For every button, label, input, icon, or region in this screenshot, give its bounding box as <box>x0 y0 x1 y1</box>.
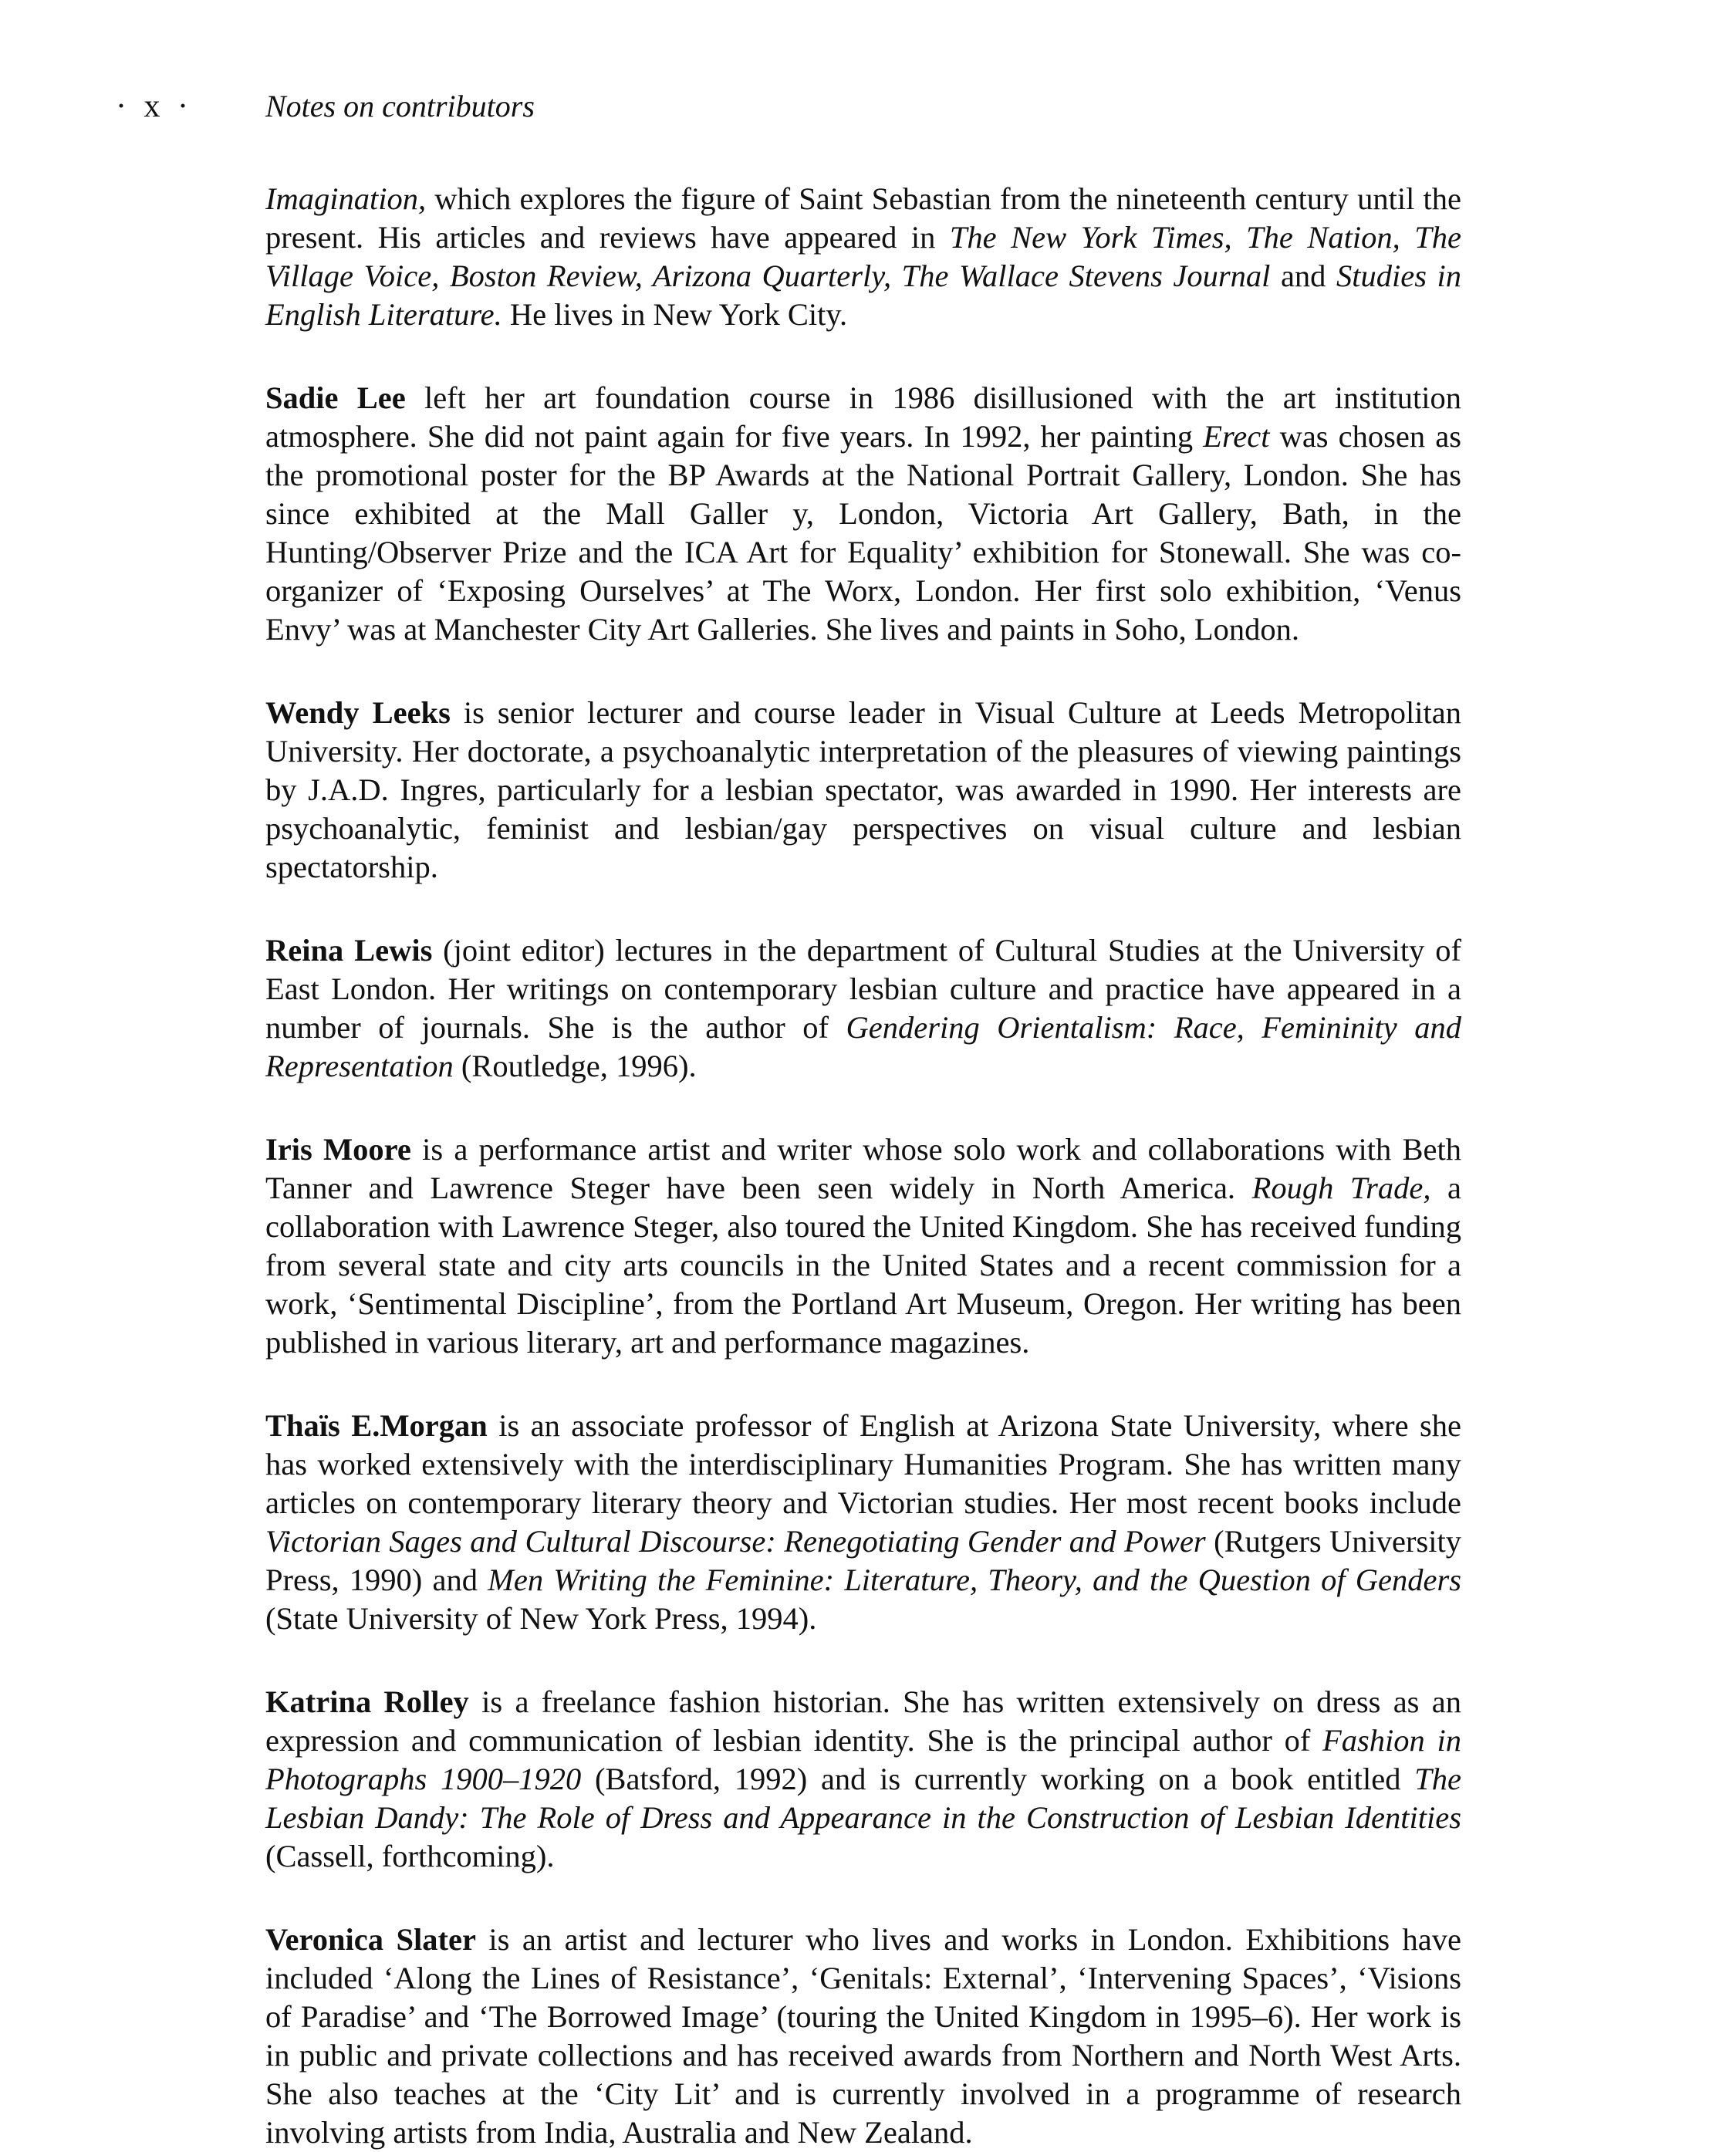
contributor-entry <box>265 180 1461 334</box>
contributor-entry <box>265 1407 1461 1638</box>
entry-text: Erect <box>1203 419 1270 454</box>
section-title: Notes on contributors <box>265 89 535 123</box>
entry-text: (joint editor) lectures in the department of Cultural Studies at the University of East London. Her writings on contemporary lesbian culture and practice have appeared in a number of journals. She is the author of <box>265 933 1461 1045</box>
entry-text: The Lesbian Dandy: The Role of Dress and Appearance in the Construction of Lesbian Identities <box>265 1762 1461 1835</box>
entry-text: is a freelance fashion historian. She has written extensively on dress as an expression and communication of lesbian identity. She is the principal author of <box>265 1684 1461 1758</box>
entry-text: He lives in New York City. <box>502 297 848 332</box>
entry-text: Fashion in Photographs 1900–1920 <box>265 1723 1461 1796</box>
entry-text: is a performance artist and writer whose solo work and collaborations with Beth Tanner and Lawrence Steger have been seen widely in North America. <box>265 1132 1461 1205</box>
contributor-name: Thaïs E.Morgan <box>265 1408 488 1443</box>
entry-text: (State University of New York Press, 1994). <box>265 1601 817 1636</box>
entry-text: which explores the figure of Saint Sebastian from the nineteenth century until the present. His articles and reviews have appeared in <box>265 181 1461 255</box>
contributor-name: Reina Lewis <box>265 933 433 968</box>
entry-text: left her art foundation course in 1986 disillusioned with the art institution atmosphere. She did not paint again for five years. In 1992, her painting <box>265 380 1461 454</box>
entry-text: is senior lecturer and course leader in Visual Culture at Leeds Metropolitan University. Her doctorate, a psychoanalytic interpretation of the pleasures of viewing paintings by J.A.D. Ingres, particularly for a lesbian spectator, was awarded in 1990. Her interests are psychoanalytic, feminist and lesbian/gay perspectives on visual culture and lesbian spectatorship. <box>265 695 1462 884</box>
entry-text: Gendering Orientalism: Race, Femininity and Representation <box>265 1010 1462 1083</box>
contributor-name: Iris Moore <box>265 1132 411 1167</box>
contributor-name: Wendy Leeks <box>265 695 451 730</box>
running-head <box>0 83 1736 130</box>
contributor-entry <box>265 931 1461 1086</box>
entry-text: Studies in English Literature. <box>265 258 1461 332</box>
entry-text: was chosen as the promotional poster for the BP Awards at the National Portrait Gallery, London. She has since exhibited at the Mall Galler y, London, Victoria Art Gallery, Bath, in the Hunting/Observer Prize and the ICA Art for Equality’ exhibition for Stonewall. She was co-organizer of ‘Exposing Ourselves’ at The Worx, London. Her first solo exhibition, ‘Venus Envy’ was at Manchester City Art Galleries. She lives and paints in Soho, London. <box>265 419 1461 647</box>
entry-text: (Cassell, forthcoming). <box>265 1839 555 1873</box>
contributors-list <box>265 180 1461 2152</box>
entry-text: a collaboration with Lawrence Steger, also toured the United Kingdom. She has received funding from several state and city arts councils in the United States and a recent commission for a work, ‘Sentimental Discipline’, from the Portland Art Museum, Oregon. Her writing has been published in various literary, art and performance magazines. <box>265 1171 1461 1360</box>
entry-text: Imagination, <box>265 181 427 216</box>
contributor-name: Katrina Rolley <box>265 1684 469 1719</box>
entry-text: Men Writing the Feminine: Literature, Theory, and the Question of Genders <box>488 1562 1461 1597</box>
contributor-entry <box>265 379 1461 649</box>
entry-text: (Batsford, 1992) and is currently working on a book entitled <box>581 1762 1415 1796</box>
contributor-entry <box>265 1130 1461 1362</box>
entry-text: Victorian Sages and Cultural Discourse: Renegotiating Gender and Power <box>265 1524 1206 1559</box>
entry-text: Rough Trade, <box>1251 1171 1431 1205</box>
entry-text: is an artist and lecturer who lives and works in London. Exhibitions have included ‘Along the Lines of Resistance’, ‘Genitals: External’, ‘Intervening Spaces’, ‘Visions of Paradise’ and ‘The Borrowed Image’ (touring the United Kingdom in 1995–6). Her work is in public and private collections and has received awards from Northern and North West Arts. She also teaches at the ‘City Lit’ and is currently involved in a programme of research involving artists from India, Australia and New Zealand. <box>265 1922 1462 2150</box>
entry-text: (Routledge, 1996). <box>453 1049 697 1083</box>
contributor-entry <box>265 1683 1461 1876</box>
entry-text: is an associate professor of English at Arizona State University, where she has worked extensively with the interdisciplinary Humanities Program. She has written many articles on contemporary literary theory and Victorian studies. Her most recent books include <box>265 1408 1461 1520</box>
contributor-entry <box>265 1921 1461 2152</box>
entry-text: The New York Times, The Nation, The Village Voice, Boston Review, Arizona Quarterly, The Wallace Stevens Journal <box>265 220 1461 293</box>
contributor-name: Sadie Lee <box>265 380 406 415</box>
contributor-name: Veronica Slater <box>265 1922 476 1957</box>
page-number: · x · <box>116 89 193 124</box>
contributor-entry <box>265 694 1461 887</box>
entry-text: and <box>1270 258 1336 293</box>
entry-text: (Rutgers University Press, 1990) and <box>265 1524 1461 1597</box>
